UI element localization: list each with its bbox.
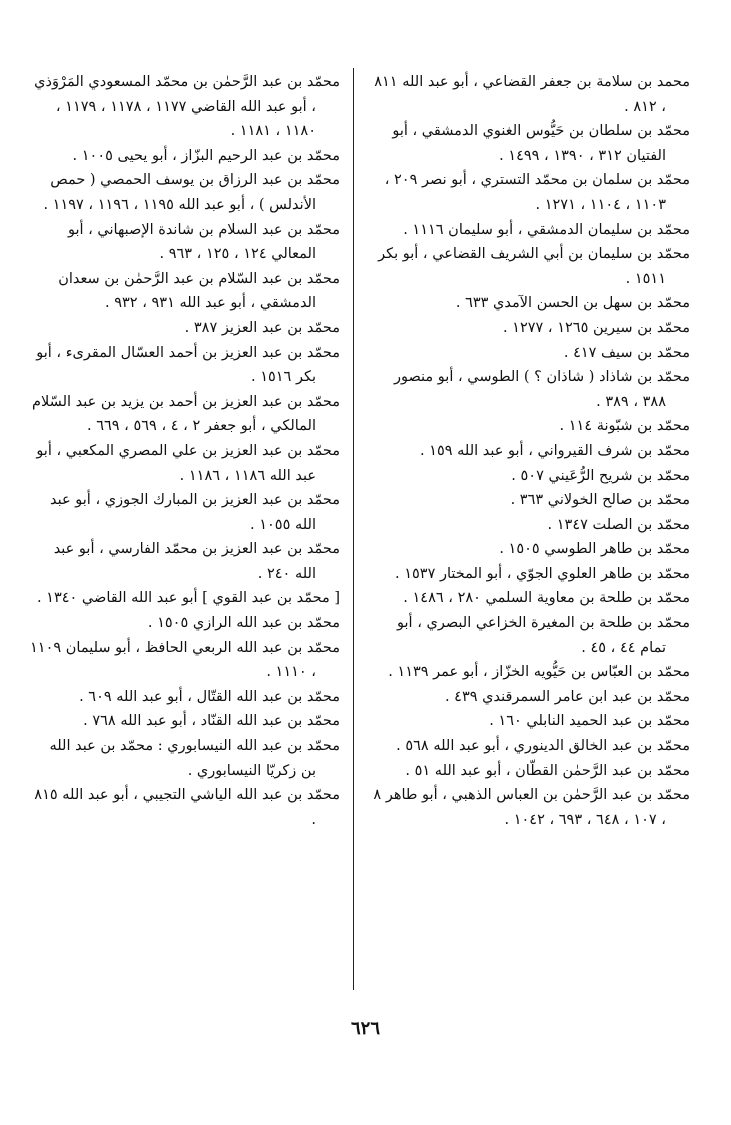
index-entry: محمّد بن عبد الرَّحمٰن بن محمّد المسعودي المَرْوَذي ، أبو عبد الله القاضي ١١٧٧ ، ١١٧٨ ، ١١٧٩ ، ١١٨٠ ، ١١٨١ . [34,74,340,140]
index-entry: محمّد بن شريح الرُّعَيني ٥٠٧ . [511,467,690,484]
index-entry: محمّد بن عبد السلام بن شاندة الإصبهاني ، أبو المعالي ١٢٤ ، ١٢٥ ، ٩٦٣ . [67,221,340,263]
index-entry: محمّد بن سليمان الدمشقي ، أبو سليمان ١١١٦ . [403,221,690,238]
index-entry: محمّد بن عبد الله القتّال ، أبو عبد الله ٦٠٩ . [79,688,340,705]
index-entry: محمّد بن سيرين ١٢٦٥ ، ١٢٧٧ . [502,319,690,336]
index-entry: محمّد بن عبد العزيز بن أحمد بن يزيد بن عبد السّلام المالكي ، أبو جعفر ٢ ، ٤ ، ٥٦٩ ، ٦٦٩ . [32,393,340,435]
index-entry: محمّد بن عبد ابن عامر السمرقندي ٤٣٩ . [444,688,690,705]
index-entry: محمّد بن شبّونة ١١٤ . [559,418,690,435]
index-entry: محمّد بن طاهر الطوسي ١٥٠٥ . [499,541,690,558]
index-entry: محمّد بن طاهر العلوي الجوّي ، أبو المختار ١٥٣٧ . [395,565,690,582]
index-entry: محمّد بن صالح الخولاني ٣٦٣ . [510,492,690,509]
index-entry: محمّد بن عبد الله الرازي ١٥٠٥ . [147,615,340,632]
index-entry: محمّد بن عبد الله الربعي الحافظ ، أبو سليمان ١١٠٩ ، ١١١٠ . [30,639,340,681]
index-entry: محمّد بن عبد الحميد النابلي ١٦٠ . [489,713,690,730]
index-entry: محمّد بن طلحة بن المغيرة الخزاعي البصري ، أبو تمام ٤٤ ، ٤٥ . [397,615,690,656]
index-entry: محمّد بن عبد الخالق الدينوري ، أبو عبد الله ٥٦٨ . [396,738,690,755]
index-entry: محمّد بن عبد الرزاق بن يوسف الحمصي ( حمص الأندلس ) ، أبو عبد الله ١١٩٥ ، ١١٩٦ ، ١١٩٧ . [43,172,340,213]
index-entry: محمّد بن سهل بن الحسن الآمدي ٦٣٣ . [455,295,690,312]
index-entry: محمّد بن عبد الرَّحمٰن القطّان ، أبو عبد الله ٥١ . [405,762,690,779]
index-entry: محمّد بن الصلت ١٣٤٧ . [547,516,690,533]
index-entry: [ محمّد بن عبد القوي ] أبو عبد الله القاضي ١٣٤٠ . [36,590,340,607]
index-entry: محمّد بن عبد العزيز بن المبارك الجوزي ، أبو عبد الله ١٠٥٥ . [50,492,340,533]
index-entry: محمّد بن عبد الرَّحمٰن بن العباس الذهبي ، أبو طاهر ٨ ، ١٠٧ ، ٦٤٨ ، ٦٩٣ ، ١٠٤٢ . [373,787,690,828]
index-entry: محمّد بن سلمان بن محمّد التستري ، أبو نصر ٢٠٩ ، ١١٠٣ ، ١١٠٤ ، ١٢٧١ . [384,172,690,213]
index-entry: محمّد بن عبد العزيز بن محمّد الفارسي ، أبو عبد الله ٢٤٠ . [53,541,340,582]
index-entry: محمّد بن عبد السّلام بن عبد الرَّحمٰن بن سعدان الدمشقي ، أبو عبد الله ٩٣١ ، ٩٣٢ . [58,270,340,312]
index-entry: محمّد بن عبد الرحيم البزّاز ، أبو يحيى ١٠٠٥ . [72,147,340,164]
index-entry: محمّد بن سليمان بن أبي الشريف القضاعي ، أبو بكر ١٥١١ . [378,246,690,287]
index-column-right [372,70,690,832]
index-entry: محمّد بن سلطان بن حَيُّوس الغنوي الدمشقي ، أبو الفتيان ٣١٢ ، ١٣٩٠ ، ١٤٩٩ . [392,123,690,164]
index-entry: محمّد بن شاذاد ( شاذان ؟ ) الطوسي ، أبو منصور ٣٨٨ ، ٣٨٩ . [393,369,690,410]
index-entry: محمّد بن عبد الله النيسابوري : محمّد بن عبد الله بن زكريّا النيسابوري . [49,738,340,779]
page-number: ٦٢٦ [350,1018,380,1039]
column-divider [353,68,354,990]
index-column-left [30,70,340,832]
index-entry: محمّد بن العبّاس بن حَيُّويه الخزّاز ، أبو عمر ١١٣٩ . [388,664,690,681]
index-entry: محمّد بن عبد الله الياشي التجيبي ، أبو عبد الله ٨١٥ . [34,787,340,828]
index-entry: محمّد بن شرف القيرواني ، أبو عبد الله ١٥٩ . [419,442,690,459]
index-entry: محمّد بن عبد العزيز بن أحمد العسّال المقرىء ، أبو بكر ١٥١٦ . [36,344,340,386]
index-entry: محمّد بن عبد العزيز بن علي المصري المكعبي ، أبو عبد الله ١١٨٦ ، ١١٨٦ . [36,442,340,484]
index-entry: محمّد بن عبد العزيز ٣٨٧ . [184,319,340,336]
index-entry: محمّد بن عبد الله القنّاد ، أبو عبد الله ٧٦٨ . [83,713,340,730]
index-entry: محمد بن سلامة بن جعفر القضاعي ، أبو عبد الله ٨١١ ، ٨١٢ . [374,74,690,115]
index-entry: محمّد بن سيف ٤١٧ . [563,344,690,361]
index-entry: محمّد بن طلحة بن معاوية السلمي ٢٨٠ ، ١٤٨٦ . [403,590,690,607]
